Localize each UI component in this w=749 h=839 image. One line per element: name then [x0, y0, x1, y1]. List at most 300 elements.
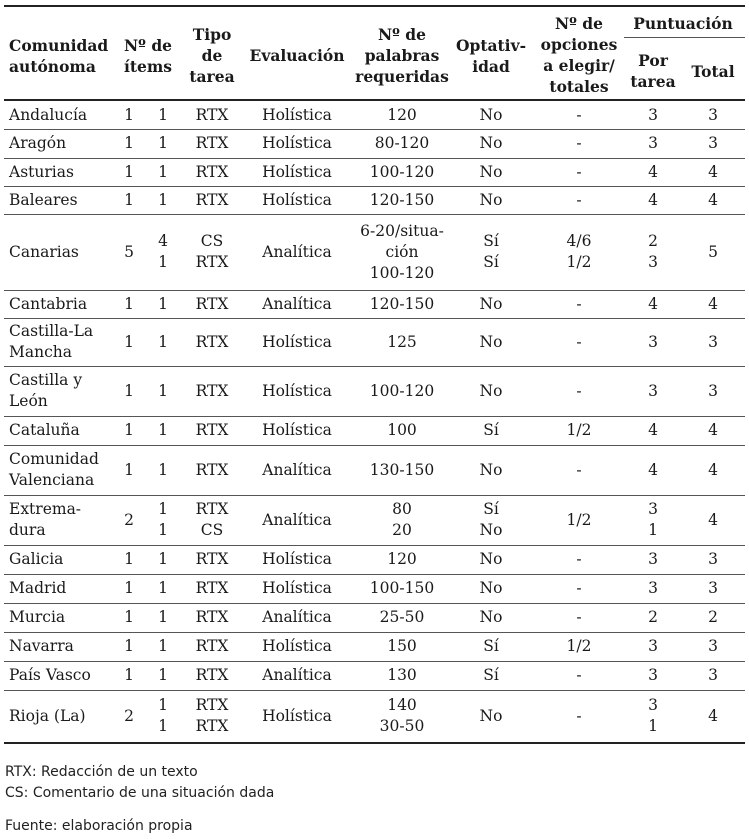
row-separator	[4, 290, 745, 291]
table-top-rule	[4, 5, 745, 7]
cell-line: 130	[387, 666, 417, 684]
cell-tipo	[186, 332, 238, 353]
cell-opt	[455, 294, 527, 315]
cell-por-tarea	[622, 549, 684, 570]
cell-opciones	[534, 636, 624, 657]
cell-line: 1	[124, 332, 134, 351]
cell-eval	[244, 549, 350, 570]
cell-line: CS	[200, 521, 224, 539]
cell-line: No	[479, 521, 503, 539]
cell-opciones	[534, 162, 624, 183]
cell-line: 3	[708, 579, 718, 597]
cell-tipo	[186, 133, 238, 154]
cell-items	[150, 190, 176, 211]
cell-tipo	[186, 499, 238, 541]
cell-tipo	[186, 162, 238, 183]
cell-por-tarea	[622, 420, 684, 441]
cell-line: RTX	[195, 105, 229, 124]
cell-n	[118, 665, 140, 686]
cell-line: Holística	[262, 381, 332, 400]
cell-comunidad	[9, 420, 121, 441]
cell-line: León	[9, 392, 48, 410]
cell-line: No	[479, 134, 503, 152]
cell-opt	[455, 231, 527, 273]
cell-line: 100-150	[369, 579, 435, 597]
cell-line: 1	[124, 105, 134, 124]
cell-line: Asturias	[9, 162, 74, 181]
cell-line: 1	[158, 253, 168, 271]
cell-tipo	[186, 665, 238, 686]
cell-opciones	[534, 231, 624, 273]
cell-comunidad	[9, 133, 121, 154]
cell-eval	[244, 294, 350, 315]
row-separator	[4, 445, 745, 446]
row-separator	[4, 318, 745, 319]
cell-comunidad	[9, 499, 121, 541]
cell-n	[118, 578, 140, 599]
cell-line: 130-150	[369, 460, 435, 479]
cell-tipo	[186, 695, 238, 737]
cell-line: Holística	[262, 579, 332, 597]
cell-por-tarea	[622, 133, 684, 154]
cell-items	[150, 578, 176, 599]
cell-opt	[455, 190, 527, 211]
cell-line: -	[576, 294, 582, 313]
cell-line: RTX	[195, 421, 229, 439]
cell-line: Sí	[483, 666, 499, 684]
cell-comunidad	[9, 449, 121, 491]
cell-total	[685, 706, 741, 727]
cell-line: 1	[124, 381, 134, 400]
cell-line: 120	[387, 105, 417, 124]
header-palabras: Nº de palabras requeridas	[355, 25, 449, 86]
cell-eval	[244, 510, 350, 531]
cell-line: Sí	[483, 421, 499, 439]
cell-opciones	[534, 294, 624, 315]
cell-opt	[455, 162, 527, 183]
cell-tipo	[186, 578, 238, 599]
cell-line: 1/2	[566, 421, 592, 439]
cell-line: 1	[124, 608, 134, 626]
cell-line: 1/2	[566, 253, 592, 271]
cell-opt	[455, 578, 527, 599]
cell-line: 1	[124, 294, 134, 313]
cell-comunidad	[9, 665, 121, 686]
cell-line: Rioja (La)	[9, 706, 86, 725]
cell-line: RTX	[195, 608, 229, 626]
cell-line: Navarra	[9, 637, 74, 655]
cell-tipo	[186, 460, 238, 481]
cell-line: Sí	[483, 500, 499, 518]
cell-line: 2	[124, 706, 134, 725]
cell-tipo	[186, 607, 238, 628]
cell-line: RTX	[195, 696, 229, 714]
cell-por-tarea	[622, 607, 684, 628]
footnote-cs: CS: Comentario de una situación dada	[5, 785, 275, 801]
cell-total	[685, 105, 741, 126]
cell-palabras	[349, 221, 455, 284]
row-separator	[4, 186, 745, 187]
cell-line: dura	[9, 521, 46, 539]
header-opciones: Nº de opciones a elegir/ totales	[540, 14, 618, 96]
cell-line: RTX	[195, 381, 229, 400]
cell-eval	[244, 190, 350, 211]
cell-opciones	[534, 665, 624, 686]
cell-line: Cataluña	[9, 421, 80, 439]
cell-line: 140	[387, 696, 417, 714]
cell-line: 6-20/situa-	[360, 221, 444, 240]
cell-line: RTX	[195, 134, 229, 152]
cell-line: 1	[158, 134, 168, 152]
cell-opt	[455, 549, 527, 570]
cell-line: 3	[648, 579, 658, 597]
cell-line: 1	[124, 421, 134, 439]
cell-palabras	[349, 190, 455, 211]
cell-palabras	[349, 607, 455, 628]
cell-line: 4	[648, 294, 658, 313]
cell-palabras	[349, 133, 455, 154]
cell-palabras	[349, 294, 455, 315]
cell-eval	[244, 607, 350, 628]
cell-palabras	[349, 578, 455, 599]
cell-line: 1	[158, 717, 168, 735]
cell-tipo	[186, 105, 238, 126]
footnote-rtx: RTX: Redacción de un texto	[5, 764, 198, 780]
cell-line: Castilla-La	[9, 322, 94, 340]
cell-n	[118, 242, 140, 263]
cell-line: -	[576, 105, 582, 124]
cell-opt	[455, 706, 527, 727]
cell-line: -	[576, 332, 582, 351]
cell-line: 100-120	[369, 162, 435, 181]
cell-line: 1	[158, 294, 168, 313]
cell-palabras	[349, 460, 455, 481]
cell-items	[150, 636, 176, 657]
cell-line: 3	[648, 105, 658, 124]
cell-opciones	[534, 607, 624, 628]
cell-comunidad	[9, 370, 121, 412]
cell-line: Mancha	[9, 343, 72, 361]
cell-line: 1	[124, 550, 134, 568]
cell-items	[150, 607, 176, 628]
cell-line: 1	[124, 190, 134, 209]
cell-line: 3	[648, 550, 658, 568]
cell-n	[118, 162, 140, 183]
cell-line: 4	[648, 162, 658, 181]
cell-n	[118, 381, 140, 402]
cell-line: RTX	[195, 500, 229, 518]
cell-n	[118, 607, 140, 628]
cell-opt	[455, 460, 527, 481]
cell-line: 80-120	[374, 134, 430, 152]
puntuacion-subrule	[624, 37, 745, 38]
cell-total	[685, 510, 741, 531]
cell-eval	[244, 133, 350, 154]
cell-items	[150, 665, 176, 686]
cell-palabras	[349, 665, 455, 686]
cell-line: 30-50	[379, 717, 425, 735]
cell-comunidad	[9, 706, 121, 727]
cell-line: -	[576, 608, 582, 626]
cell-line: Sí	[483, 232, 499, 250]
cell-line: Comunidad	[9, 450, 99, 468]
cell-line: Extrema-	[9, 500, 82, 518]
cell-eval	[244, 332, 350, 353]
cell-comunidad	[9, 549, 121, 570]
cell-total	[685, 162, 741, 183]
cell-total	[685, 420, 741, 441]
cell-line: -	[576, 162, 582, 181]
cell-por-tarea	[622, 499, 684, 541]
cell-palabras	[349, 420, 455, 441]
cell-line: No	[479, 162, 503, 181]
cell-line: 1	[158, 608, 168, 626]
cell-por-tarea	[622, 190, 684, 211]
cell-line: 1	[124, 134, 134, 152]
cell-line: Holística	[262, 637, 332, 655]
cell-comunidad	[9, 242, 121, 263]
cell-comunidad	[9, 162, 121, 183]
cell-line: 1	[158, 579, 168, 597]
cell-n	[118, 636, 140, 657]
cell-comunidad	[9, 607, 121, 628]
cell-line: 3	[648, 381, 658, 400]
cell-line: RTX	[195, 460, 229, 479]
cell-total	[685, 133, 741, 154]
cell-line: 2	[648, 232, 658, 250]
cell-palabras	[349, 162, 455, 183]
cell-line: Holística	[262, 134, 332, 152]
cell-line: 4	[708, 294, 718, 313]
cell-line: 1	[158, 105, 168, 124]
cell-line: Holística	[262, 421, 332, 439]
cell-n	[118, 420, 140, 441]
cell-por-tarea	[622, 636, 684, 657]
cell-line: Andalucía	[9, 105, 88, 124]
cell-line: -	[576, 381, 582, 400]
cell-line: -	[576, 706, 582, 725]
cell-n	[118, 549, 140, 570]
cell-line: Castilla y	[9, 371, 83, 389]
cell-n	[118, 706, 140, 727]
cell-line: 1	[158, 500, 168, 518]
cell-line: 1/2	[566, 637, 592, 655]
cell-total	[685, 578, 741, 599]
cell-line: No	[479, 706, 503, 725]
cell-line: Analítica	[262, 608, 332, 626]
table-bottom-rule	[4, 742, 745, 744]
cell-line: 4/6	[566, 232, 592, 250]
cell-items	[150, 105, 176, 126]
cell-line: 1	[648, 521, 658, 539]
cell-line: 1	[648, 717, 658, 735]
row-separator	[4, 214, 745, 215]
cell-line: No	[479, 332, 503, 351]
cell-tipo	[186, 231, 238, 273]
cell-line: Holística	[262, 162, 332, 181]
cell-por-tarea	[622, 332, 684, 353]
cell-line: 1	[158, 521, 168, 539]
cell-por-tarea	[622, 665, 684, 686]
cell-line: 1	[124, 637, 134, 655]
header-bottom-rule	[4, 99, 745, 101]
header-total: Total	[691, 62, 735, 81]
cell-items	[150, 381, 176, 402]
cell-line: Analítica	[262, 242, 332, 261]
cell-line: 2	[124, 510, 134, 529]
cell-total	[685, 242, 741, 263]
cell-line: 1	[124, 460, 134, 479]
cell-palabras	[349, 636, 455, 657]
cell-items	[150, 695, 176, 737]
cell-line: 120-150	[369, 294, 435, 313]
cell-n	[118, 133, 140, 154]
cell-total	[685, 636, 741, 657]
cell-line: RTX	[195, 190, 229, 209]
cell-line: RTX	[195, 294, 229, 313]
cell-opciones	[534, 460, 624, 481]
cell-palabras	[349, 499, 455, 541]
cell-line: 4	[708, 460, 718, 479]
cell-line: 3	[648, 696, 658, 714]
cell-tipo	[186, 381, 238, 402]
cell-line: 1	[124, 666, 134, 684]
cell-line: 120-150	[369, 190, 435, 209]
cell-opt	[455, 332, 527, 353]
cell-por-tarea	[622, 381, 684, 402]
cell-line: 2	[648, 608, 658, 626]
cell-line: No	[479, 550, 503, 568]
cell-items	[150, 294, 176, 315]
cell-eval	[244, 242, 350, 263]
cell-line: 1/2	[566, 510, 592, 529]
cell-line: 100-120	[369, 263, 435, 282]
cell-opciones	[534, 578, 624, 599]
cell-total	[685, 294, 741, 315]
cell-line: Holística	[262, 332, 332, 351]
cell-line: 100	[387, 421, 417, 439]
cell-line: 3	[648, 253, 658, 271]
cell-line: 1	[158, 637, 168, 655]
cell-line: País Vasco	[9, 666, 91, 684]
cell-line: 1	[158, 550, 168, 568]
cell-line: Analítica	[262, 294, 332, 313]
row-separator	[4, 545, 745, 546]
cell-line: Valenciana	[9, 471, 95, 489]
cell-items	[150, 162, 176, 183]
cell-line: Murcia	[9, 608, 66, 626]
cell-line: 1	[158, 190, 168, 209]
cell-line: 2	[708, 608, 718, 626]
cell-eval	[244, 460, 350, 481]
cell-line: 1	[158, 460, 168, 479]
cell-line: Canarias	[9, 242, 79, 261]
cell-tipo	[186, 190, 238, 211]
cell-opt	[455, 607, 527, 628]
cell-opciones	[534, 190, 624, 211]
cell-palabras	[349, 332, 455, 353]
header-por-tarea: Por tarea	[630, 51, 676, 91]
row-separator	[4, 158, 745, 159]
cell-line: 120	[387, 550, 417, 568]
cell-eval	[244, 706, 350, 727]
cell-palabras	[349, 549, 455, 570]
cell-line: Holística	[262, 550, 332, 568]
cell-eval	[244, 105, 350, 126]
cell-line: 150	[387, 637, 417, 655]
cell-line: Analítica	[262, 666, 332, 684]
cell-line: RTX	[195, 637, 229, 655]
cell-line: Galicia	[9, 550, 64, 568]
cell-line: No	[479, 105, 503, 124]
cell-line: Sí	[483, 253, 499, 271]
cell-line: 4	[648, 421, 658, 439]
cell-line: No	[479, 294, 503, 313]
cell-line: Holística	[262, 706, 332, 725]
cell-total	[685, 607, 741, 628]
cell-line: RTX	[195, 162, 229, 181]
cell-line: -	[576, 579, 582, 597]
cell-opciones	[534, 332, 624, 353]
cell-total	[685, 460, 741, 481]
cell-line: RTX	[195, 550, 229, 568]
header-comunidad: Comunidad autónoma	[9, 36, 109, 76]
cell-comunidad	[9, 321, 121, 363]
cell-line: 4	[708, 421, 718, 439]
cell-line: 1	[158, 381, 168, 400]
cell-line: 5	[124, 242, 134, 261]
row-separator	[4, 416, 745, 417]
header-tipo-tarea: Tipo de tarea	[189, 25, 235, 86]
cell-line: 4	[708, 162, 718, 181]
cell-line: 3	[708, 381, 718, 400]
cell-line: Analítica	[262, 460, 332, 479]
cell-line: 3	[648, 666, 658, 684]
cell-line: Aragón	[9, 134, 67, 152]
row-separator	[4, 129, 745, 130]
cell-comunidad	[9, 636, 121, 657]
cell-line: 3	[648, 637, 658, 655]
cell-por-tarea	[622, 105, 684, 126]
cell-comunidad	[9, 105, 121, 126]
header-items: Nº de ítems	[124, 36, 173, 76]
cell-line: 4	[708, 706, 718, 725]
cell-opciones	[534, 381, 624, 402]
cell-line: 1	[158, 696, 168, 714]
cell-line: ción	[385, 242, 419, 261]
cell-opt	[455, 381, 527, 402]
cell-line: 25-50	[379, 608, 425, 626]
row-separator	[4, 632, 745, 633]
cell-eval	[244, 162, 350, 183]
cell-line: No	[479, 381, 503, 400]
row-separator	[4, 366, 745, 367]
cell-opciones	[534, 105, 624, 126]
cell-tipo	[186, 420, 238, 441]
cell-line: RTX	[195, 253, 229, 271]
cell-total	[685, 549, 741, 570]
cell-line: RTX	[195, 332, 229, 351]
cell-por-tarea	[622, 162, 684, 183]
header-evaluacion: Evaluación	[249, 46, 345, 65]
cell-eval	[244, 420, 350, 441]
cell-tipo	[186, 549, 238, 570]
row-separator	[4, 574, 745, 575]
cell-line: 4	[158, 232, 168, 250]
cell-line: 3	[648, 500, 658, 518]
cell-opciones	[534, 133, 624, 154]
cell-eval	[244, 381, 350, 402]
